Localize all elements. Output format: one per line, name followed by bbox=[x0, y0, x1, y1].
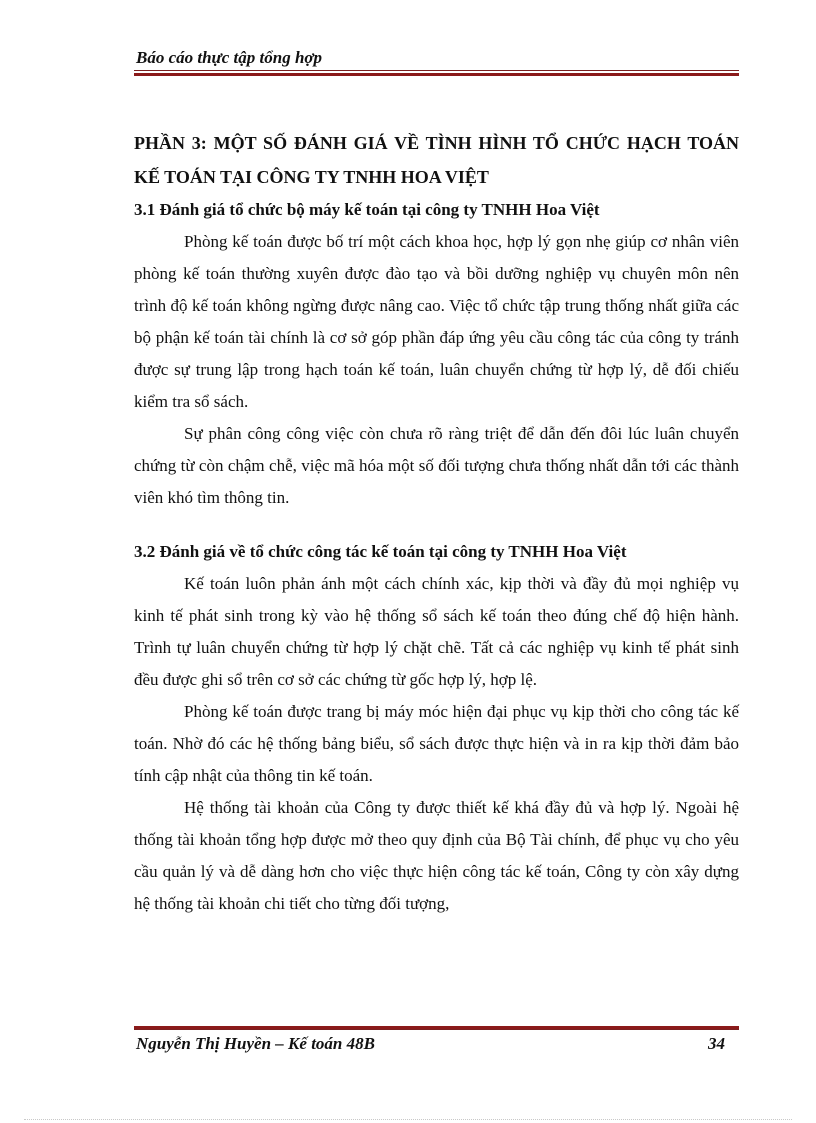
paragraph: Kế toán luôn phản ánh một cách chính xác, kịp thời và đầy đủ mọi nghiệp vụ kinh tế phát sinh trong kỳ vào hệ thống sổ sách kế toán theo đúng chế độ hiện hành. Trình tự luân chuyển chứng từ hợp lý chặt chẽ. Tất cả các nghiệp vụ kinh tế phát sinh đều được ghi sổ trên cơ sở các chứng từ gốc hợp lý, hợp lệ. bbox=[134, 574, 739, 689]
page-edge-divider bbox=[24, 1119, 792, 1120]
document-body bbox=[134, 126, 739, 920]
paragraph: Phòng kế toán được bố trí một cách khoa học, hợp lý gọn nhẹ giúp cơ nhân viên phòng kế toán thường xuyên được đào tạo và bồi dưỡng nghiệp vụ chuyên môn nên trình độ kế toán không ngừng được nâng cao. Việc tổ chức tập trung thống nhất giữa các bộ phận kế toán tài chính là cơ sở góp phần đáp ứng yêu cầu công tác của công ty tránh được sự trung lập trong hạch toán kế toán, luân chuyển chứng từ hợp lý, dễ đối chiếu kiểm tra sổ sách. bbox=[134, 232, 739, 411]
footer-author: Nguyễn Thị Huyền – Kế toán 48B bbox=[136, 1034, 375, 1053]
paragraph: Hệ thống tài khoản của Công ty được thiết kế khá đầy đủ và hợp lý. Ngoài hệ thống tài khoản tổng hợp được mở theo quy định của Bộ Tài chính, để phục vụ cho yêu cầu quản lý và dễ dàng hơn cho việc thực hiện công tác kế toán, Công ty còn xây dựng hệ thống tài khoản chi tiết cho từng đối tượng, bbox=[134, 798, 739, 913]
page-number: 34 bbox=[708, 1034, 725, 1053]
footer-divider bbox=[134, 1024, 739, 1030]
header-title: Báo cáo thực tập tổng hợp bbox=[136, 48, 323, 67]
section-heading-3-1: 3.1 Đánh giá tổ chức bộ máy kế toán tại công ty TNHH Hoa Việt bbox=[134, 200, 600, 219]
header-divider bbox=[134, 70, 739, 76]
paragraph: Sự phân công công việc còn chưa rõ ràng triệt để dẫn đến đôi lúc luân chuyển chứng từ còn chậm chễ, việc mã hóa một số đối tượng chưa thống nhất dẫn tới các thành viên khó tìm thông tin. bbox=[134, 424, 739, 507]
part-heading: PHẦN 3: MỘT SỐ ĐÁNH GIÁ VỀ TÌNH HÌNH TỔ CHỨC HẠCH TOÁN KẾ TOÁN TẠI CÔNG TY TNHH HOA VIỆT bbox=[134, 133, 739, 187]
section-heading-3-2: 3.2 Đánh giá về tổ chức công tác kế toán tại công ty TNHH Hoa Việt bbox=[134, 542, 627, 561]
paragraph: Phòng kế toán được trang bị máy móc hiện đại phục vụ kịp thời cho công tác kế toán. Nhờ đó các hệ thống bảng biểu, sổ sách được thực hiện và in ra kịp thời đảm bảo tính cập nhật của thông tin kế toán. bbox=[134, 702, 739, 785]
